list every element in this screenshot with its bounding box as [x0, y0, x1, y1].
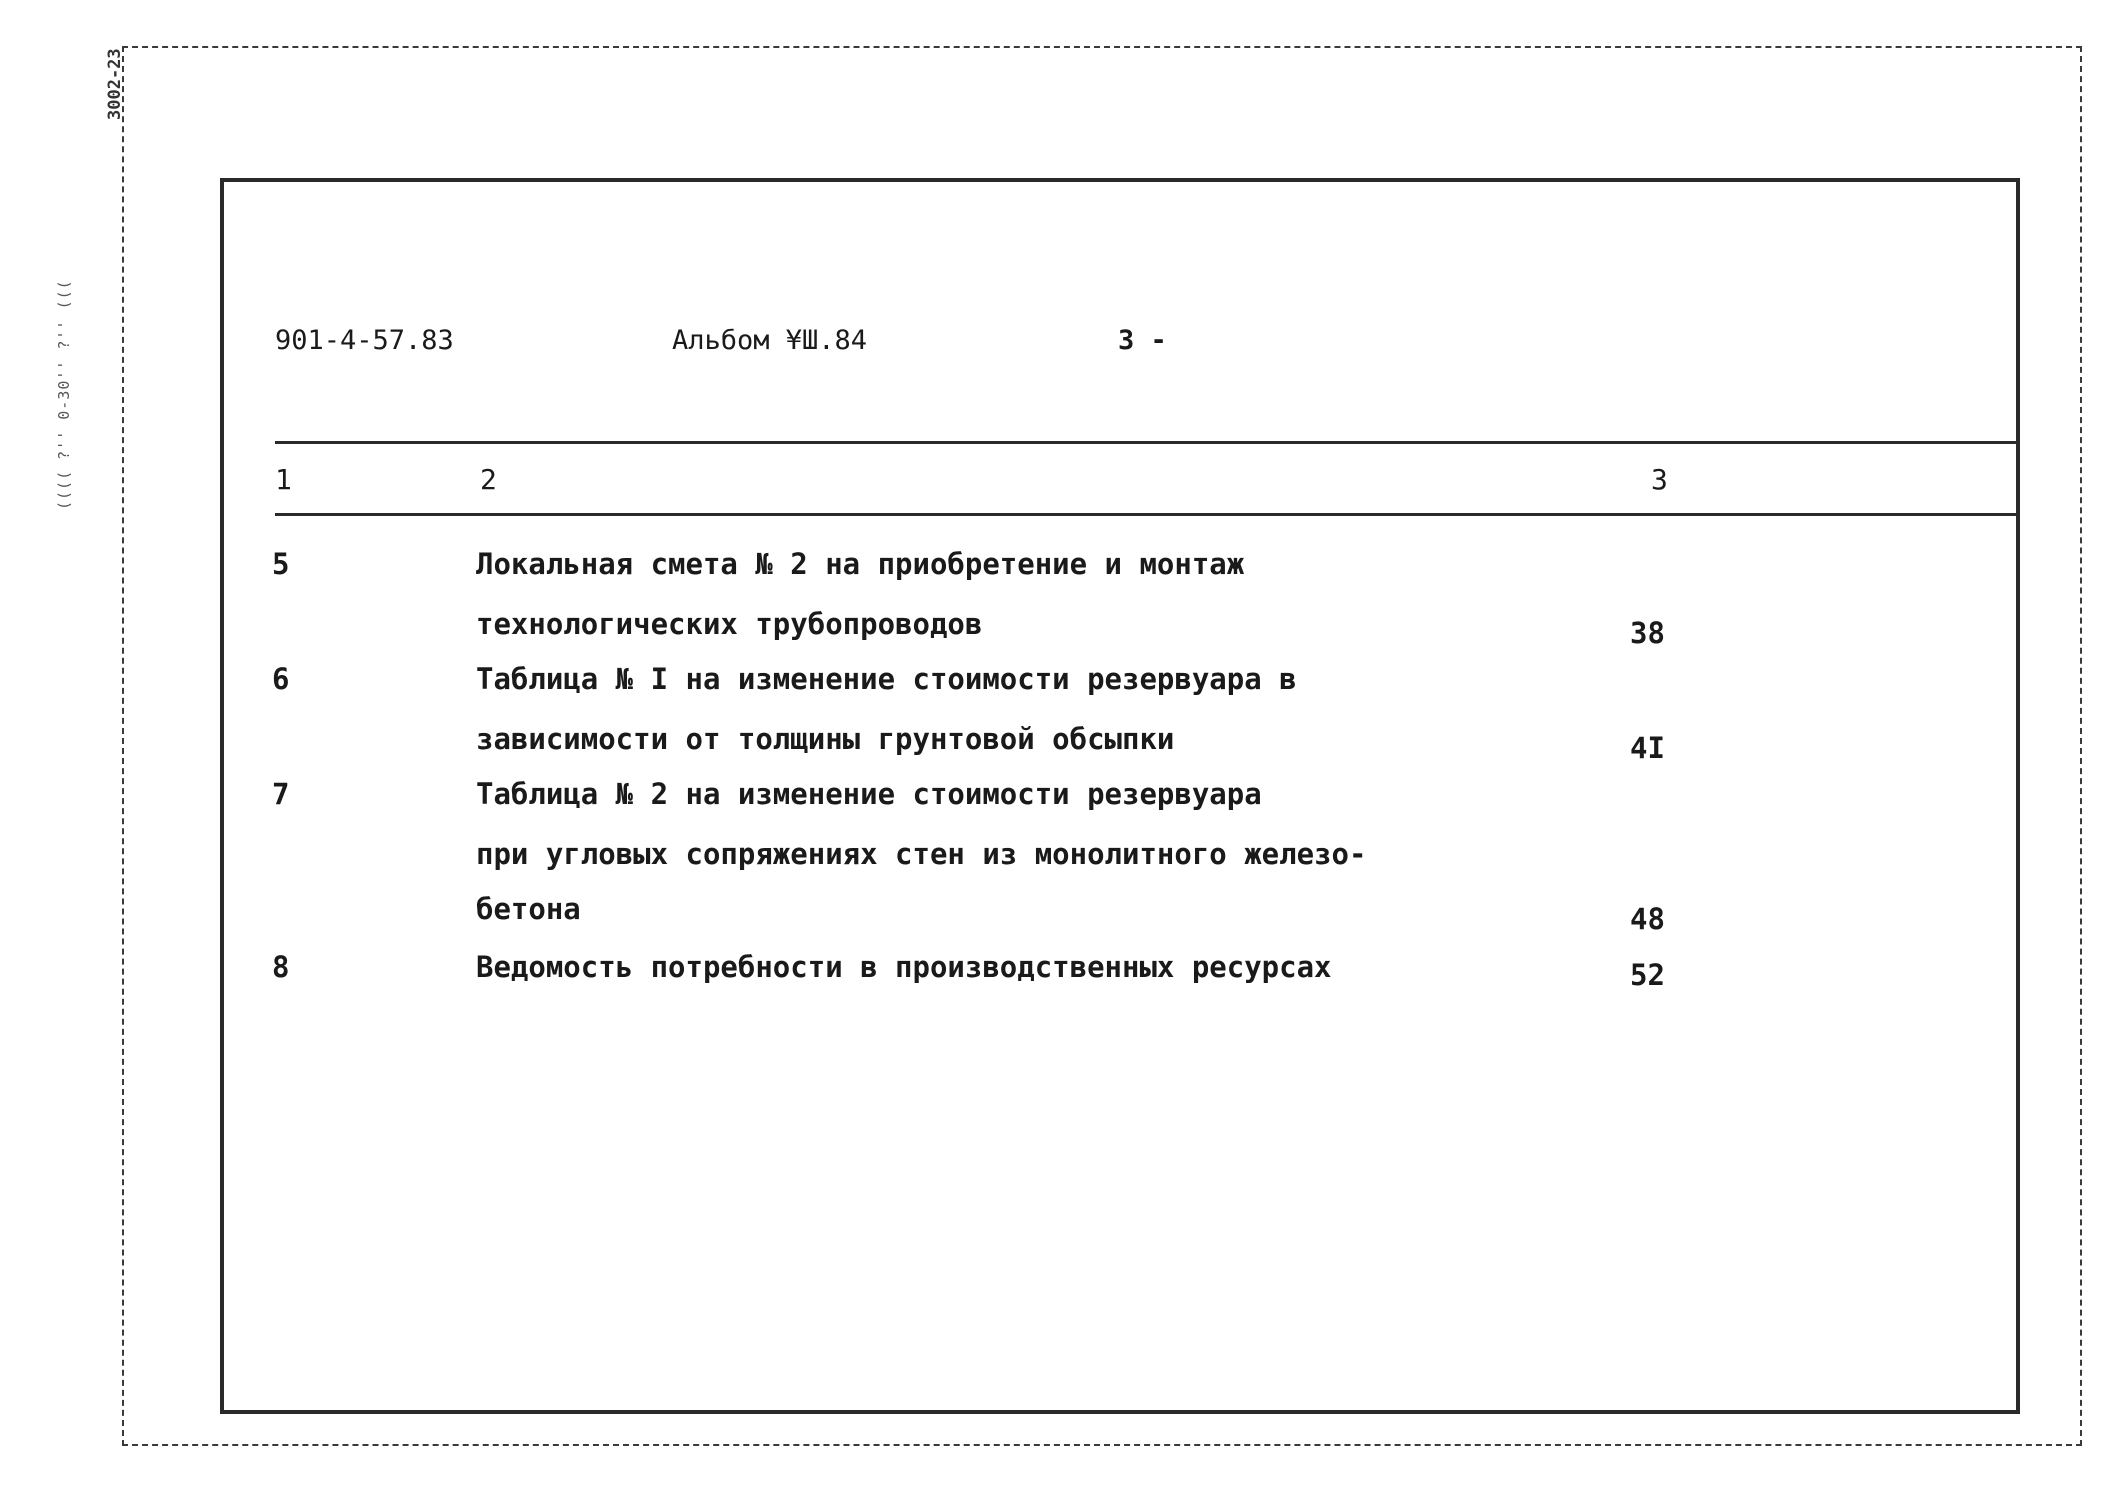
row-text-line: Таблица № 2 на изменение стоимости резервуара	[476, 777, 1262, 811]
row-text-line: Ведомость потребности в производственных ресурсах	[476, 950, 1332, 984]
table-header-rule	[275, 513, 2016, 516]
page-number: 3 -	[1118, 325, 1167, 356]
row-number: 8	[272, 950, 290, 984]
document-code: 901-4-57.83	[275, 325, 454, 356]
margin-code: 3002-23	[105, 48, 125, 120]
album-label: Альбом ¥Ш.84	[672, 325, 868, 356]
column-header-3: 3	[1651, 463, 1668, 496]
table-top-rule	[275, 441, 2016, 444]
column-header-2: 2	[480, 463, 497, 496]
row-number: 7	[272, 777, 290, 811]
row-page: 4I	[1630, 731, 1665, 765]
row-text-line: при угловых сопряжениях стен из монолитного железо-	[476, 837, 1367, 871]
row-text-line: зависимости от толщины грунтовой обсыпки	[476, 722, 1175, 756]
row-text-line: Локальная смета № 2 на приобретение и монтаж	[476, 547, 1245, 581]
column-header-1: 1	[275, 463, 292, 496]
row-text-line: Таблица № I на изменение стоимости резервуара в	[476, 662, 1297, 696]
margin-note: (((( ?'' 0-30'' ?'' (((	[55, 279, 73, 510]
row-text-line: бетона	[476, 892, 581, 926]
row-text-line: технологических трубопроводов	[476, 607, 983, 641]
row-page: 48	[1630, 902, 1665, 936]
row-page: 38	[1630, 616, 1665, 650]
row-page: 52	[1630, 958, 1665, 992]
row-number: 6	[272, 662, 290, 696]
row-number: 5	[272, 547, 290, 581]
